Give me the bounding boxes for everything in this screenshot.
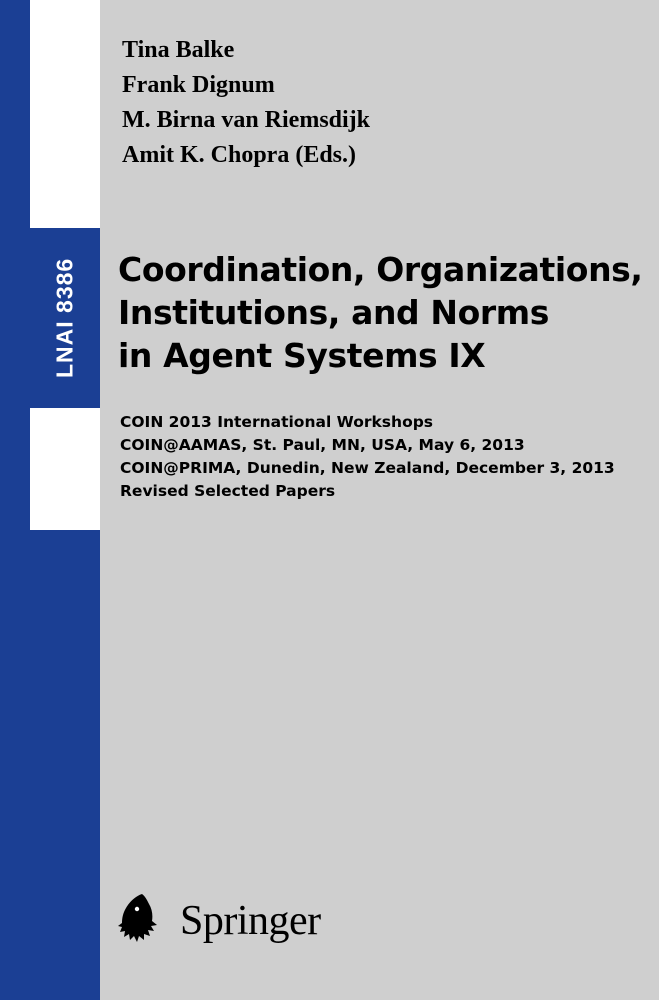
publisher-logo <box>112 890 321 952</box>
spine-white-mid-block <box>30 408 100 530</box>
title-line: Institutions, and Norms <box>118 293 549 332</box>
page-title <box>118 248 648 377</box>
series-label: LNAI 8386 <box>51 257 78 379</box>
publisher-name: Springer <box>180 898 321 944</box>
subtitle <box>120 411 640 503</box>
editors-list <box>122 34 622 174</box>
subtitle-line: COIN 2013 International Workshops <box>120 413 434 431</box>
editor-name: M. Birna van Riemsdijk <box>122 107 371 133</box>
spine-band <box>0 0 30 1000</box>
subtitle-line: COIN@PRIMA, Dunedin, New Zealand, December 3, 2013 <box>120 459 615 477</box>
editor-name: Tina Balke <box>122 37 235 63</box>
subtitle-line: Revised Selected Papers <box>120 482 336 500</box>
subtitle-line: COIN@AAMAS, St. Paul, MN, USA, May 6, 2013 <box>120 436 525 454</box>
title-line: Coordination, Organizations, <box>118 250 643 289</box>
editor-name: Frank Dignum <box>122 72 275 98</box>
editor-name: Amit K. Chopra (Eds.) <box>122 142 357 168</box>
springer-knight-icon <box>112 890 170 952</box>
spine-blue-bottom-block <box>30 530 100 1000</box>
spine-white-top-block <box>30 0 100 228</box>
title-line: in Agent Systems IX <box>118 336 486 375</box>
